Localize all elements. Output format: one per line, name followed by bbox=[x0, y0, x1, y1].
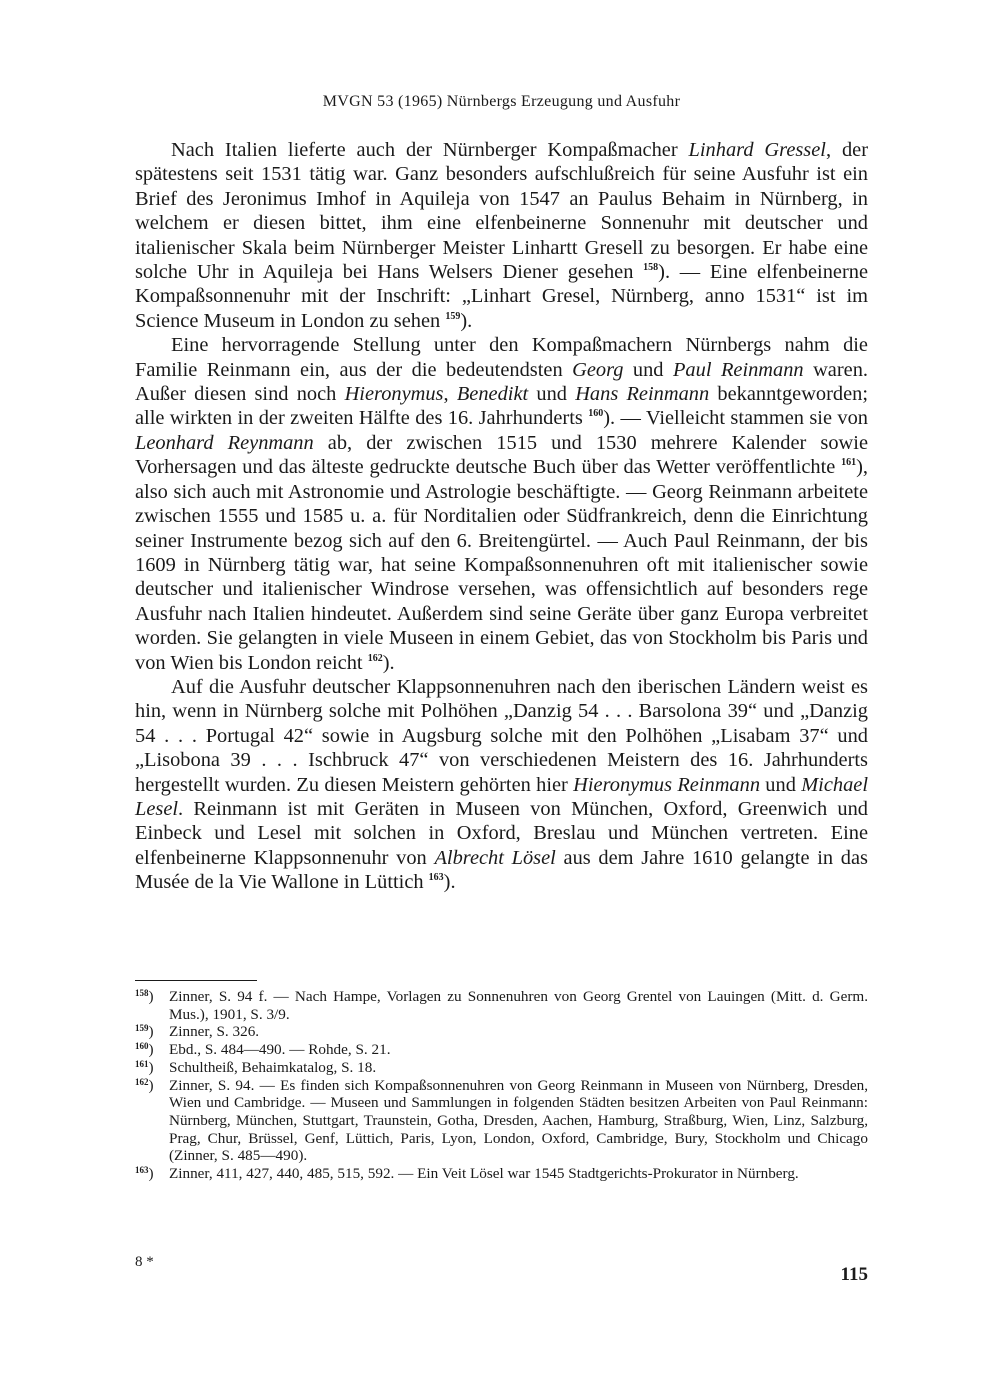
footnote-number: $^{159}$) bbox=[135, 1023, 154, 1041]
footnote-reference: 158 bbox=[643, 262, 659, 274]
text-run: ). bbox=[382, 651, 395, 674]
italic-name: Georg bbox=[572, 358, 624, 381]
footnote-number: $^{163}$) bbox=[135, 1165, 154, 1183]
footnote-reference: 161 bbox=[841, 457, 857, 469]
text-run: waren. Außer diesen sind noch bbox=[135, 358, 868, 406]
footnote-rule bbox=[135, 980, 257, 981]
footnote-reference: 162 bbox=[367, 652, 383, 664]
text-run: aus dem Jahre 1610 gelangte in das Musée de la Vie Wallone in Lüttich bbox=[135, 846, 868, 894]
italic-name: Leonhard Reynmann bbox=[135, 431, 314, 454]
footnote bbox=[135, 1077, 868, 1166]
text-run: . Reinmann ist mit Geräten in Museen von München, Oxford, Greenwich und Einbeck und Lesel mit solchen in Oxford, Breslau und München vertreten. Eine elfenbeinerne Klappsonnenuhr von bbox=[135, 797, 868, 869]
italic-name: Hans Reinmann bbox=[575, 383, 710, 406]
footnote-text: Ebd., S. 484—490. — Rohde, S. 21. bbox=[169, 1041, 391, 1059]
footnote-reference: 163 bbox=[428, 872, 444, 884]
italic-name: Michael Lesel bbox=[135, 773, 868, 820]
footnote-text: Zinner, S. 326. bbox=[169, 1023, 260, 1041]
text-run: Auf die Ausfuhr deutscher Klappsonnenuhren nach den iberischen Ländern weist es hin, wenn in Nürnberg solche mit Polhöhen „Danzig 54 . . . Barsolona 39“ und „Danzig 54 . . . Portugal 42“ sowie in Augsburg solche mit den Polhöhen „Lisabam 37“ und „Lisobona 39 . . . Ischbruck 47“ von verschiedenen Meistern des 16. Jahrhunderts hergestellt wurden. Zu diesen Meistern gehörten hier bbox=[135, 675, 868, 796]
paragraph bbox=[135, 138, 868, 333]
text-run: ), also sich auch mit Astronomie und Astrologie beschäftigte. — Georg Reinmann arbeitete zwischen 1555 und 1585 u. a. für Norditalien oder Südfrankreich, denn die Einrichtung seiner Instrumente bezog sich auf den 6. Breitengürtel. — Auch Paul Reinmann, der bis 1609 in Nürnberg tätig war, hat seine Kompaßsonnenuhren oft mit italienischer sowie deutscher und italienischer Windrose versehen, was offensichtlich auf besonders rege Ausfuhr nach Italien hindeutet. Außerdem sind seine Geräte über ganz Europa verbreitet worden. Sie gelangten in viele Museen in einem Gebiet, das von Stockholm bis Paris und von Wien bis London reicht bbox=[135, 456, 868, 674]
italic-name: Benedikt bbox=[456, 383, 529, 406]
italic-name: Paul Reinmann bbox=[672, 358, 804, 381]
text-run: , der spätestens seit 1531 tätig war. Ganz besonders aufschlußreich für seine Ausfuhr ist ein Brief des Jeronimus Imhof in Aquileja von 1547 an Paulus Behaim in Nürnberg, in welchem er diesen bittet, ihm eine elfenbeinerne Sonnenuhr mit deutscher und italienischer Skala beim Nürnberger Meister Linhartt Gresell zu besorgen. Er habe eine solche Uhr in Aquileja bei Hans Welsers Diener gesehen bbox=[135, 139, 869, 284]
footnote-number: $^{162}$) bbox=[135, 1076, 154, 1094]
body-text bbox=[135, 138, 868, 895]
text-run: Nach Italien lieferte auch der Nürnberger Kompaßmacher bbox=[171, 139, 689, 161]
footnote-text: Zinner, 411, 427, 440, 485, 515, 592. — Ein Veit Lösel war 1545 Stadtgerichts-Prokurator in Nürnberg. bbox=[169, 1165, 799, 1183]
text-run: bekanntgeworden; alle wirkten in der zweiten Hälfte des 16. Jahrhunderts bbox=[135, 383, 869, 430]
footnote-number-value: 161 bbox=[135, 1058, 149, 1069]
footnote bbox=[135, 1023, 868, 1041]
footnote-text: Zinner, S. 94. — Es finden sich Kompaßsonnenuhren von Georg Reinmann in Museen von Nürnberg, Dresden, Wien und Cambridge. — Museen und Sammlungen in folgenden Städten besitzen Arbeiten von Paul Reinmann: Nürnberg, München, Stuttgart, Traunstein, Gotha, Dresden, Aachen, Hamburg, Straßburg, Wien, Linz, Salzburg, Prag, Chur, Brüssel, Genf, Lüttich, Paris, Lyon, London, Oxford, Cambridge, Bury, Stockholm und Chicago (Zinner, S. 485—490). bbox=[169, 1076, 868, 1165]
text-run: ab, der zwischen 1515 und 1530 mehrere Kalender sowie Vorhersagen und das älteste gedruckte deutsche Buch über das Wetter veröffentlichte bbox=[135, 431, 868, 479]
paragraph bbox=[135, 675, 868, 895]
italic-name: Hieronymus bbox=[344, 383, 444, 406]
text-run: ). bbox=[443, 871, 456, 894]
footnote-text: Schultheiß, Behaimkatalog, S. 18. bbox=[169, 1058, 377, 1076]
footnote-number: $^{161}$) bbox=[135, 1058, 154, 1076]
footnote-number-value: 160 bbox=[135, 1041, 149, 1052]
footnote-number-value: 163 bbox=[135, 1165, 149, 1176]
footnote-text: Zinner, S. 94 f. — Nach Hampe, Vorlagen zu Sonnenuhren von Georg Grentel von Lauingen (Mitt. d. Germ. Mus.), 1901, S. 3/9. bbox=[169, 988, 868, 1023]
footnote bbox=[135, 1059, 868, 1077]
text-run: und bbox=[528, 383, 576, 406]
footnote bbox=[135, 988, 868, 1023]
footnote-reference: 160 bbox=[588, 408, 604, 420]
footnote-number-value: 158 bbox=[135, 988, 149, 998]
footnote-number: $^{160}$) bbox=[135, 1041, 154, 1059]
text-run: Eine hervorragende Stellung unter den Kompaßmachern Nürnbergs nahm die Familie Reinmann ein, aus der die bedeutendsten bbox=[135, 334, 868, 381]
footnote-number-value: 159 bbox=[135, 1023, 149, 1034]
italic-name: Linhard Gressel bbox=[688, 139, 826, 161]
page-number: 115 bbox=[840, 1264, 868, 1285]
text-run: , bbox=[443, 383, 457, 406]
footnote-number: $^{158}$) bbox=[135, 988, 154, 1005]
text-run: ). — Eine elfenbeinerne Kompaßsonnenuhr mit der Inschrift: „Linhart Gresel, Nürnberg, anno 1531“ ist im Science Museum in London zu sehen bbox=[135, 261, 868, 332]
italic-name: Hieronymus Reinmann bbox=[573, 773, 761, 796]
text-run: ). — Vielleicht stammen sie von bbox=[603, 407, 868, 430]
footnote bbox=[135, 1041, 868, 1059]
footnote-number-value: 162 bbox=[135, 1076, 149, 1087]
text-run: und bbox=[623, 358, 673, 381]
footnote-reference: 159 bbox=[445, 310, 461, 322]
paragraph bbox=[135, 333, 868, 675]
signature-mark: 8 * bbox=[135, 1254, 154, 1270]
running-head: MVGN 53 (1965) Nürnbergs Erzeugung und Ausfuhr bbox=[322, 93, 681, 110]
text-run: und bbox=[760, 773, 802, 796]
italic-name: Albrecht Lösel bbox=[434, 846, 556, 869]
footnotes bbox=[135, 988, 868, 1183]
footnote bbox=[135, 1165, 868, 1183]
text-run: ). bbox=[460, 309, 473, 332]
